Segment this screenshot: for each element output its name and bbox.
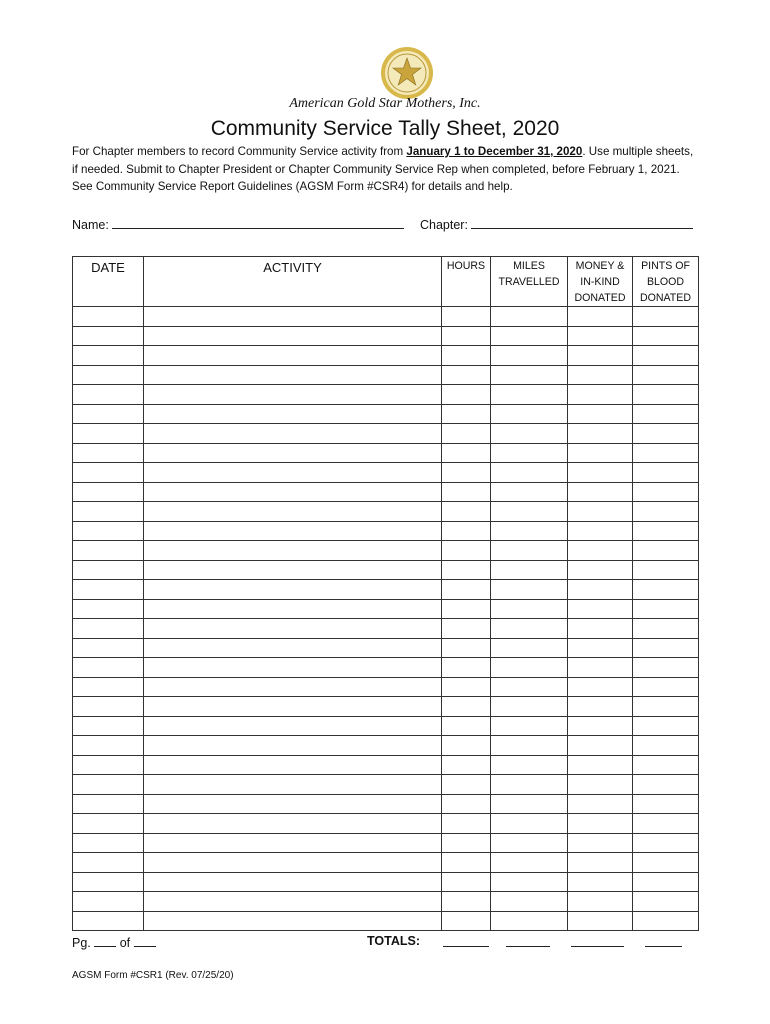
name-field[interactable] [72, 215, 404, 232]
blood-cell[interactable] [633, 599, 699, 619]
table-row [73, 521, 699, 541]
blood-cell[interactable] [633, 814, 699, 834]
hours-cell[interactable] [442, 482, 491, 502]
miles-cell[interactable] [491, 638, 568, 658]
table-row [73, 541, 699, 561]
col-header-miles: MILES TRAVELLED [491, 257, 568, 307]
hours-cell[interactable] [442, 814, 491, 834]
blood-cell[interactable] [633, 560, 699, 580]
blood-cell[interactable] [633, 619, 699, 639]
money-cell[interactable] [568, 853, 633, 873]
activity-cell[interactable] [144, 326, 442, 346]
hours-cell[interactable] [442, 619, 491, 639]
date-cell[interactable] [73, 482, 144, 502]
miles-cell[interactable] [491, 892, 568, 912]
chapter-field[interactable] [420, 215, 693, 232]
miles-cell[interactable] [491, 697, 568, 717]
date-cell[interactable] [73, 521, 144, 541]
money-cell[interactable] [568, 892, 633, 912]
hours-cell[interactable] [442, 697, 491, 717]
date-cell[interactable] [73, 658, 144, 678]
table-row [73, 482, 699, 502]
activity-cell[interactable] [144, 755, 442, 775]
date-cell[interactable] [73, 424, 144, 444]
miles-cell[interactable] [491, 716, 568, 736]
hours-cell[interactable] [442, 463, 491, 483]
money-cell[interactable] [568, 872, 633, 892]
table-row [73, 307, 699, 327]
hours-cell[interactable] [442, 794, 491, 814]
money-cell[interactable] [568, 346, 633, 366]
blood-cell[interactable] [633, 482, 699, 502]
blood-cell[interactable] [633, 463, 699, 483]
total-money-blank[interactable] [571, 934, 624, 947]
hours-cell[interactable] [442, 502, 491, 522]
activity-cell[interactable] [144, 619, 442, 639]
date-cell[interactable] [73, 443, 144, 463]
col-header-hours: HOURS [442, 257, 491, 307]
blood-cell[interactable] [633, 697, 699, 717]
miles-cell[interactable] [491, 755, 568, 775]
money-cell[interactable] [568, 404, 633, 424]
activity-cell[interactable] [144, 599, 442, 619]
hours-cell[interactable] [442, 307, 491, 327]
intro-text-start: For Chapter members to record Community Service activity from [72, 145, 407, 158]
money-cell[interactable] [568, 658, 633, 678]
miles-cell[interactable] [491, 404, 568, 424]
total-pages-blank[interactable] [134, 934, 156, 947]
date-cell[interactable] [73, 794, 144, 814]
col-header-blood: PINTS OF BLOOD DONATED [633, 257, 699, 307]
col-header-money: MONEY & IN-KIND DONATED [568, 257, 633, 307]
table-row [73, 872, 699, 892]
activity-cell[interactable] [144, 658, 442, 678]
blood-cell[interactable] [633, 365, 699, 385]
chapter-label: Chapter: [420, 218, 468, 232]
blood-cell[interactable] [633, 443, 699, 463]
money-cell[interactable] [568, 482, 633, 502]
date-cell[interactable] [73, 814, 144, 834]
miles-cell[interactable] [491, 619, 568, 639]
pg-label: Pg. [72, 936, 91, 950]
miles-cell[interactable] [491, 346, 568, 366]
date-cell[interactable] [73, 619, 144, 639]
table-row [73, 385, 699, 405]
activity-cell[interactable] [144, 716, 442, 736]
activity-cell[interactable] [144, 911, 442, 931]
activity-cell[interactable] [144, 404, 442, 424]
total-miles-blank[interactable] [506, 934, 550, 947]
table-row [73, 599, 699, 619]
money-cell[interactable] [568, 736, 633, 756]
activity-cell[interactable] [144, 521, 442, 541]
money-cell[interactable] [568, 365, 633, 385]
blood-cell[interactable] [633, 658, 699, 678]
table-row [73, 814, 699, 834]
date-cell[interactable] [73, 365, 144, 385]
activity-cell[interactable] [144, 346, 442, 366]
activity-cell[interactable] [144, 775, 442, 795]
hours-cell[interactable] [442, 833, 491, 853]
page-title: Community Service Tally Sheet, 2020 [210, 117, 560, 140]
money-cell[interactable] [568, 326, 633, 346]
tally-body [73, 307, 699, 931]
name-label: Name: [72, 218, 109, 232]
hours-cell[interactable] [442, 892, 491, 912]
table-row [73, 346, 699, 366]
blood-cell[interactable] [633, 853, 699, 873]
date-cell[interactable] [73, 541, 144, 561]
table-row [73, 677, 699, 697]
miles-cell[interactable] [491, 385, 568, 405]
page-number [72, 934, 156, 950]
chapter-blank[interactable] [471, 215, 693, 229]
table-row [73, 755, 699, 775]
table-row [73, 853, 699, 873]
blood-cell[interactable] [633, 833, 699, 853]
miles-cell[interactable] [491, 814, 568, 834]
name-blank[interactable] [112, 215, 404, 229]
hours-cell[interactable] [442, 326, 491, 346]
date-cell[interactable] [73, 677, 144, 697]
blood-cell[interactable] [633, 326, 699, 346]
blood-cell[interactable] [633, 307, 699, 327]
miles-cell[interactable] [491, 658, 568, 678]
table-row [73, 658, 699, 678]
hours-cell[interactable] [442, 872, 491, 892]
table-row [73, 424, 699, 444]
blood-cell[interactable] [633, 521, 699, 541]
money-cell[interactable] [568, 443, 633, 463]
activity-cell[interactable] [144, 443, 442, 463]
hours-cell[interactable] [442, 424, 491, 444]
blood-cell[interactable] [633, 424, 699, 444]
money-cell[interactable] [568, 580, 633, 600]
miles-cell[interactable] [491, 677, 568, 697]
date-cell[interactable] [73, 833, 144, 853]
date-cell[interactable] [73, 385, 144, 405]
money-cell[interactable] [568, 560, 633, 580]
hours-cell[interactable] [442, 541, 491, 561]
organization-name: American Gold Star Mothers, Inc. [289, 96, 481, 111]
date-cell[interactable] [73, 502, 144, 522]
table-row [73, 326, 699, 346]
instructions-paragraph [72, 143, 702, 196]
money-cell[interactable] [568, 814, 633, 834]
miles-cell[interactable] [491, 463, 568, 483]
money-cell[interactable] [568, 833, 633, 853]
date-cell[interactable] [73, 892, 144, 912]
gold-star-seal-logo [380, 46, 434, 100]
blood-cell[interactable] [633, 502, 699, 522]
table-row [73, 365, 699, 385]
money-cell[interactable] [568, 307, 633, 327]
intro-text-end: . Use multiple sheets, if needed. Submit to Chapter President or Chapter Community Service Rep when completed, before February 1, 2021. See Community Service Report Guidelines (AGSM Form #CSR4) for details and help. [72, 145, 694, 193]
blood-cell[interactable] [633, 736, 699, 756]
blood-cell[interactable] [633, 677, 699, 697]
hours-cell[interactable] [442, 560, 491, 580]
date-cell[interactable] [73, 911, 144, 931]
table-row [73, 736, 699, 756]
money-cell[interactable] [568, 697, 633, 717]
hours-cell[interactable] [442, 853, 491, 873]
money-cell[interactable] [568, 677, 633, 697]
miles-cell[interactable] [491, 833, 568, 853]
table-row [73, 502, 699, 522]
form-reference: AGSM Form #CSR1 (Rev. 07/25/20) [72, 970, 234, 981]
miles-cell[interactable] [491, 424, 568, 444]
table-row [73, 463, 699, 483]
date-cell[interactable] [73, 755, 144, 775]
hours-cell[interactable] [442, 443, 491, 463]
total-hours-blank[interactable] [443, 934, 489, 947]
col-header-date: DATE [73, 257, 144, 307]
table-row [73, 580, 699, 600]
money-cell[interactable] [568, 541, 633, 561]
blood-cell[interactable] [633, 775, 699, 795]
blood-cell[interactable] [633, 755, 699, 775]
hours-cell[interactable] [442, 658, 491, 678]
hours-cell[interactable] [442, 404, 491, 424]
hours-cell[interactable] [442, 736, 491, 756]
activity-cell[interactable] [144, 814, 442, 834]
miles-cell[interactable] [491, 502, 568, 522]
activity-cell[interactable] [144, 794, 442, 814]
table-row [73, 638, 699, 658]
table-row [73, 892, 699, 912]
blood-cell[interactable] [633, 892, 699, 912]
date-cell[interactable] [73, 326, 144, 346]
miles-cell[interactable] [491, 599, 568, 619]
activity-cell[interactable] [144, 833, 442, 853]
activity-cell[interactable] [144, 385, 442, 405]
date-cell[interactable] [73, 346, 144, 366]
date-cell[interactable] [73, 560, 144, 580]
table-row [73, 443, 699, 463]
blood-cell[interactable] [633, 580, 699, 600]
hours-cell[interactable] [442, 346, 491, 366]
date-cell[interactable] [73, 463, 144, 483]
miles-cell[interactable] [491, 541, 568, 561]
blood-cell[interactable] [633, 794, 699, 814]
miles-cell[interactable] [491, 872, 568, 892]
page-blank[interactable] [94, 934, 116, 947]
date-cell[interactable] [73, 580, 144, 600]
activity-cell[interactable] [144, 482, 442, 502]
blood-cell[interactable] [633, 911, 699, 931]
money-cell[interactable] [568, 775, 633, 795]
date-cell[interactable] [73, 307, 144, 327]
activity-cell[interactable] [144, 872, 442, 892]
money-cell[interactable] [568, 385, 633, 405]
miles-cell[interactable] [491, 580, 568, 600]
table-row [73, 560, 699, 580]
date-cell[interactable] [73, 716, 144, 736]
table-row [73, 775, 699, 795]
money-cell[interactable] [568, 502, 633, 522]
activity-cell[interactable] [144, 638, 442, 658]
hours-cell[interactable] [442, 775, 491, 795]
hours-cell[interactable] [442, 716, 491, 736]
intro-date-range: January 1 to December 31, 2020 [406, 145, 583, 158]
total-blood-blank[interactable] [645, 934, 682, 947]
hours-cell[interactable] [442, 638, 491, 658]
activity-cell[interactable] [144, 424, 442, 444]
of-label: of [119, 936, 131, 950]
activity-cell[interactable] [144, 307, 442, 327]
hours-cell[interactable] [442, 599, 491, 619]
totals-label: TOTALS: [367, 934, 421, 948]
miles-cell[interactable] [491, 911, 568, 931]
miles-cell[interactable] [491, 794, 568, 814]
activity-cell[interactable] [144, 677, 442, 697]
miles-cell[interactable] [491, 736, 568, 756]
miles-cell[interactable] [491, 521, 568, 541]
money-cell[interactable] [568, 638, 633, 658]
miles-cell[interactable] [491, 443, 568, 463]
date-cell[interactable] [73, 697, 144, 717]
miles-cell[interactable] [491, 853, 568, 873]
money-cell[interactable] [568, 911, 633, 931]
activity-cell[interactable] [144, 853, 442, 873]
money-cell[interactable] [568, 755, 633, 775]
col-header-activity: ACTIVITY [144, 257, 442, 307]
hours-cell[interactable] [442, 755, 491, 775]
blood-cell[interactable] [633, 716, 699, 736]
money-cell[interactable] [568, 716, 633, 736]
tally-table [72, 256, 699, 931]
activity-cell[interactable] [144, 892, 442, 912]
hours-cell[interactable] [442, 521, 491, 541]
money-cell[interactable] [568, 463, 633, 483]
date-cell[interactable] [73, 638, 144, 658]
money-cell[interactable] [568, 424, 633, 444]
table-header-row [73, 257, 699, 307]
activity-cell[interactable] [144, 541, 442, 561]
table-row [73, 404, 699, 424]
date-cell[interactable] [73, 853, 144, 873]
date-cell[interactable] [73, 775, 144, 795]
miles-cell[interactable] [491, 365, 568, 385]
miles-cell[interactable] [491, 560, 568, 580]
hours-cell[interactable] [442, 580, 491, 600]
date-cell[interactable] [73, 872, 144, 892]
date-cell[interactable] [73, 736, 144, 756]
activity-cell[interactable] [144, 365, 442, 385]
hours-cell[interactable] [442, 677, 491, 697]
activity-cell[interactable] [144, 502, 442, 522]
money-cell[interactable] [568, 619, 633, 639]
miles-cell[interactable] [491, 326, 568, 346]
table-row [73, 619, 699, 639]
money-cell[interactable] [568, 794, 633, 814]
blood-cell[interactable] [633, 872, 699, 892]
activity-cell[interactable] [144, 697, 442, 717]
blood-cell[interactable] [633, 346, 699, 366]
blood-cell[interactable] [633, 638, 699, 658]
blood-cell[interactable] [633, 385, 699, 405]
table-row [73, 911, 699, 931]
blood-cell[interactable] [633, 541, 699, 561]
blood-cell[interactable] [633, 404, 699, 424]
activity-cell[interactable] [144, 560, 442, 580]
date-cell[interactable] [73, 599, 144, 619]
hours-cell[interactable] [442, 911, 491, 931]
hours-cell[interactable] [442, 385, 491, 405]
date-cell[interactable] [73, 404, 144, 424]
hours-cell[interactable] [442, 365, 491, 385]
miles-cell[interactable] [491, 775, 568, 795]
activity-cell[interactable] [144, 463, 442, 483]
table-row [73, 833, 699, 853]
activity-cell[interactable] [144, 736, 442, 756]
activity-cell[interactable] [144, 580, 442, 600]
table-row [73, 794, 699, 814]
money-cell[interactable] [568, 599, 633, 619]
money-cell[interactable] [568, 521, 633, 541]
table-row [73, 716, 699, 736]
miles-cell[interactable] [491, 307, 568, 327]
miles-cell[interactable] [491, 482, 568, 502]
table-row [73, 697, 699, 717]
